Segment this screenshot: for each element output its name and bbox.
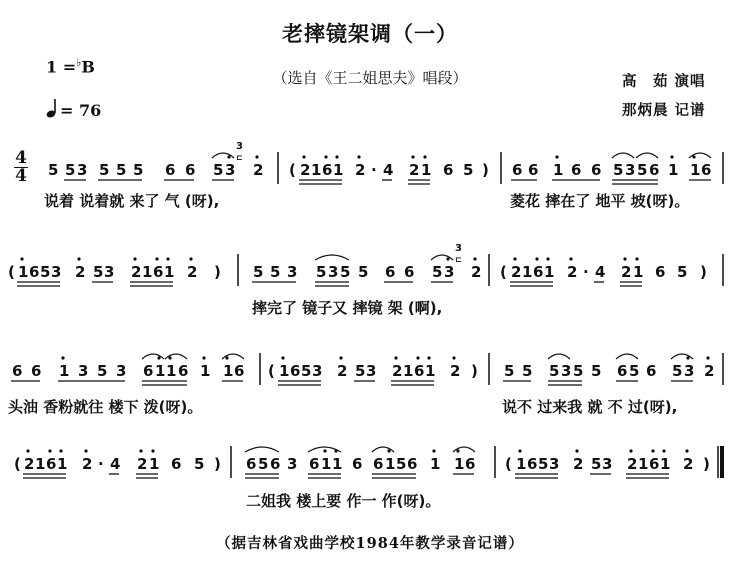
svg-text:6: 6 (270, 455, 281, 473)
svg-text:2: 2 (683, 455, 694, 473)
svg-text:5: 5 (97, 362, 108, 380)
svg-text:·: · (98, 455, 104, 473)
svg-text:1: 1 (430, 455, 441, 473)
svg-text:(: ( (505, 455, 512, 473)
svg-text:4: 4 (595, 263, 606, 281)
svg-text:5: 5 (463, 161, 474, 179)
svg-text:6: 6 (171, 455, 182, 473)
svg-text:1: 1 (149, 455, 160, 473)
lyrics-row-2: 摔完了 镜子又 摔镜 架 (啊), (252, 299, 443, 317)
svg-text:5: 5 (591, 455, 602, 473)
svg-text:5: 5 (573, 362, 584, 380)
svg-text:2: 2 (75, 263, 86, 281)
svg-text:(: ( (268, 362, 275, 380)
svg-text:6: 6 (655, 263, 666, 281)
svg-text:6: 6 (404, 263, 415, 281)
svg-text:6: 6 (178, 362, 189, 380)
svg-text:3: 3 (77, 161, 88, 179)
svg-text:2: 2 (450, 362, 461, 380)
svg-text:3: 3 (549, 455, 560, 473)
svg-text:1: 1 (332, 455, 343, 473)
dots-row-4 (26, 449, 688, 452)
svg-text:5: 5 (522, 362, 533, 380)
svg-text:6: 6 (407, 455, 418, 473)
svg-text:2: 2 (573, 455, 584, 473)
notator-credit: 那炳晨 记谱 (622, 102, 706, 119)
svg-text:1: 1 (638, 455, 649, 473)
svg-text:1: 1 (35, 455, 46, 473)
quarter-note-icon (46, 99, 60, 119)
svg-text:(: ( (8, 263, 15, 281)
svg-text:): ) (482, 161, 489, 179)
svg-text:2: 2 (253, 161, 264, 179)
svg-text:(: ( (289, 161, 296, 179)
svg-text:6: 6 (414, 362, 425, 380)
svg-text:3: 3 (116, 362, 127, 380)
svg-text:3: 3 (455, 243, 462, 254)
svg-text:2: 2 (187, 263, 198, 281)
svg-text:5: 5 (629, 362, 640, 380)
svg-text:5: 5 (93, 263, 104, 281)
lyrics-row-1-left: 说着 说着就 来了 气 (呀), (44, 192, 220, 210)
svg-text:5: 5 (396, 455, 407, 473)
svg-text:6: 6 (701, 161, 712, 179)
underlines-row-1 (64, 180, 711, 184)
svg-text:3: 3 (561, 362, 572, 380)
slurs-row-1 (212, 153, 711, 158)
svg-text:·: · (583, 263, 589, 281)
score-row-2 (0, 243, 740, 318)
notes-row-4 (14, 455, 710, 473)
svg-text:6: 6 (443, 161, 454, 179)
svg-text:6: 6 (385, 263, 396, 281)
underlines-row-3 (11, 381, 693, 385)
score-title: 老摔镜架调（一） (282, 21, 458, 46)
notes-row-3 (12, 362, 714, 380)
svg-text:5: 5 (253, 263, 264, 281)
svg-text:1: 1 (18, 263, 29, 281)
svg-text:5: 5 (40, 263, 51, 281)
time-signature-bottom: 4 (15, 166, 27, 186)
svg-text:1: 1 (166, 362, 177, 380)
svg-text:6: 6 (143, 362, 154, 380)
svg-text:1: 1 (660, 455, 671, 473)
svg-text:6: 6 (234, 362, 245, 380)
svg-text:): ) (471, 362, 478, 380)
svg-text:1: 1 (421, 161, 432, 179)
svg-text:(: ( (14, 455, 21, 473)
svg-text:6: 6 (309, 455, 320, 473)
svg-text:6: 6 (12, 362, 23, 380)
svg-text:1: 1 (59, 362, 70, 380)
svg-text:2: 2 (704, 362, 715, 380)
svg-text:5: 5 (432, 263, 443, 281)
svg-text:4: 4 (383, 161, 394, 179)
svg-text:3: 3 (366, 362, 377, 380)
svg-text:5: 5 (504, 362, 515, 380)
svg-text:⊏: ⊏ (236, 153, 243, 162)
svg-text:5: 5 (301, 362, 312, 380)
svg-text:5: 5 (637, 161, 648, 179)
svg-text:6: 6 (512, 161, 523, 179)
svg-text:2: 2 (337, 362, 348, 380)
svg-text:3: 3 (602, 455, 613, 473)
svg-text:1: 1 (155, 362, 166, 380)
svg-text:5: 5 (538, 455, 549, 473)
svg-text:5: 5 (258, 455, 269, 473)
dots-row-2 (20, 257, 638, 260)
grace-note-row-2 (455, 243, 462, 264)
svg-text:5: 5 (358, 263, 369, 281)
key-signature (46, 56, 95, 76)
score-subtitle: （选自《王二姐思夫》唱段） (272, 69, 468, 87)
svg-text:6: 6 (165, 161, 176, 179)
svg-text:1: 1 (633, 263, 644, 281)
svg-text:6: 6 (322, 161, 333, 179)
source-footnote: （据吉林省戏曲学校1984年教学录音记谱） (216, 535, 524, 552)
svg-text:6: 6 (591, 161, 602, 179)
svg-text:): ) (214, 263, 221, 281)
key-note: B (81, 57, 95, 77)
svg-text:5: 5 (48, 161, 59, 179)
svg-text:6: 6 (649, 161, 660, 179)
notes-row-2 (8, 263, 707, 281)
svg-text:5: 5 (672, 362, 683, 380)
svg-text:5: 5 (194, 455, 205, 473)
svg-text:6: 6 (352, 455, 363, 473)
svg-text:1: 1 (311, 161, 322, 179)
svg-text:3: 3 (51, 263, 62, 281)
svg-text:3: 3 (225, 161, 236, 179)
svg-text:1: 1 (321, 455, 332, 473)
svg-text:2: 2 (409, 161, 420, 179)
svg-text:5: 5 (613, 161, 624, 179)
svg-text:5: 5 (65, 161, 76, 179)
svg-text:3: 3 (78, 362, 89, 380)
svg-text:6: 6 (29, 263, 40, 281)
svg-text:(: ( (500, 263, 507, 281)
svg-text:2: 2 (621, 263, 632, 281)
lyrics-row-3-right: 说不 过来我 就 不 过(呀), (502, 398, 678, 416)
svg-text:): ) (703, 455, 710, 473)
svg-text:3: 3 (625, 161, 636, 179)
key-label: 1 = (46, 57, 77, 77)
svg-text:6: 6 (31, 362, 42, 380)
svg-text:2: 2 (82, 455, 93, 473)
svg-text:6: 6 (46, 455, 57, 473)
svg-text:1: 1 (164, 263, 175, 281)
lyrics-row-4: 二姐我 楼上要 作一 作(呀)。 (246, 492, 441, 510)
svg-text:3: 3 (104, 263, 115, 281)
svg-text:3: 3 (287, 455, 298, 473)
svg-text:5: 5 (316, 263, 327, 281)
tempo-value: = 76 (60, 101, 102, 120)
svg-text:1: 1 (454, 455, 465, 473)
score-row-4 (0, 438, 740, 510)
svg-text:5: 5 (213, 161, 224, 179)
svg-text:1: 1 (279, 362, 290, 380)
svg-text:6: 6 (290, 362, 301, 380)
svg-text:5: 5 (549, 362, 560, 380)
svg-text:2: 2 (567, 263, 578, 281)
svg-text:6: 6 (153, 263, 164, 281)
svg-text:5: 5 (99, 161, 110, 179)
svg-text:3: 3 (287, 263, 298, 281)
score-row-3 (0, 345, 740, 415)
svg-text:6: 6 (465, 455, 476, 473)
svg-text:1: 1 (553, 161, 564, 179)
lyrics-row-3-left: 头油 香粉就往 楼下 泼(呀)。 (8, 398, 203, 416)
svg-text:6: 6 (646, 362, 657, 380)
dots-row-3 (61, 356, 709, 359)
svg-text:5: 5 (591, 362, 602, 380)
svg-text:2: 2 (392, 362, 403, 380)
svg-text:6: 6 (373, 455, 384, 473)
svg-text:1: 1 (690, 161, 701, 179)
grace-note-row-1 (236, 141, 243, 162)
svg-text:): ) (700, 263, 707, 281)
svg-text:3: 3 (236, 141, 243, 152)
score-row-1 (0, 140, 740, 210)
svg-text:2: 2 (471, 263, 482, 281)
svg-text:1: 1 (385, 455, 396, 473)
svg-text:2: 2 (300, 161, 311, 179)
svg-text:6: 6 (533, 263, 544, 281)
svg-text:6: 6 (617, 362, 628, 380)
svg-text:5: 5 (677, 263, 688, 281)
svg-text:5: 5 (133, 161, 144, 179)
svg-text:2: 2 (131, 263, 142, 281)
svg-text:1: 1 (200, 362, 211, 380)
svg-text:1: 1 (333, 161, 344, 179)
svg-text:6: 6 (649, 455, 660, 473)
svg-text:3: 3 (312, 362, 323, 380)
svg-text:1: 1 (57, 455, 68, 473)
slurs-row-2 (315, 255, 453, 260)
svg-text:2: 2 (24, 455, 35, 473)
tempo-marking (46, 99, 101, 120)
svg-text:1: 1 (668, 161, 679, 179)
svg-text:5: 5 (340, 263, 351, 281)
svg-text:1: 1 (522, 263, 533, 281)
svg-text:2: 2 (511, 263, 522, 281)
time-signature-top: 4 (15, 148, 27, 168)
svg-text:1: 1 (516, 455, 527, 473)
svg-text:1: 1 (403, 362, 414, 380)
underlines-row-4 (23, 474, 669, 478)
lyrics-row-1-right: 菱花 摔在了 地平 坡(呀)。 (510, 192, 690, 210)
svg-text:2: 2 (627, 455, 638, 473)
svg-text:5: 5 (270, 263, 281, 281)
slurs-row-4 (245, 447, 475, 452)
dots-row-1 (227, 155, 695, 158)
svg-text:5: 5 (116, 161, 127, 179)
underlines-row-2 (17, 282, 642, 286)
svg-text:): ) (214, 455, 221, 473)
svg-text:3: 3 (684, 362, 695, 380)
svg-text:6: 6 (246, 455, 257, 473)
svg-text:6: 6 (527, 455, 538, 473)
svg-text:6: 6 (528, 161, 539, 179)
svg-text:1: 1 (425, 362, 436, 380)
svg-text:2: 2 (137, 455, 148, 473)
svg-text:1: 1 (142, 263, 153, 281)
svg-text:1: 1 (223, 362, 234, 380)
singer-credit: 高 茹 演唱 (622, 73, 706, 90)
flat-sign: ♭ (76, 56, 82, 69)
svg-text:1: 1 (544, 263, 555, 281)
svg-text:·: · (371, 161, 377, 179)
svg-text:5: 5 (355, 362, 366, 380)
notes-row-1 (48, 161, 711, 179)
svg-text:6: 6 (185, 161, 196, 179)
svg-text:4: 4 (110, 455, 121, 473)
svg-text:3: 3 (444, 263, 455, 281)
svg-text:3: 3 (328, 263, 339, 281)
svg-text:2: 2 (355, 161, 366, 179)
svg-text:⊏: ⊏ (455, 255, 462, 264)
svg-text:6: 6 (571, 161, 582, 179)
